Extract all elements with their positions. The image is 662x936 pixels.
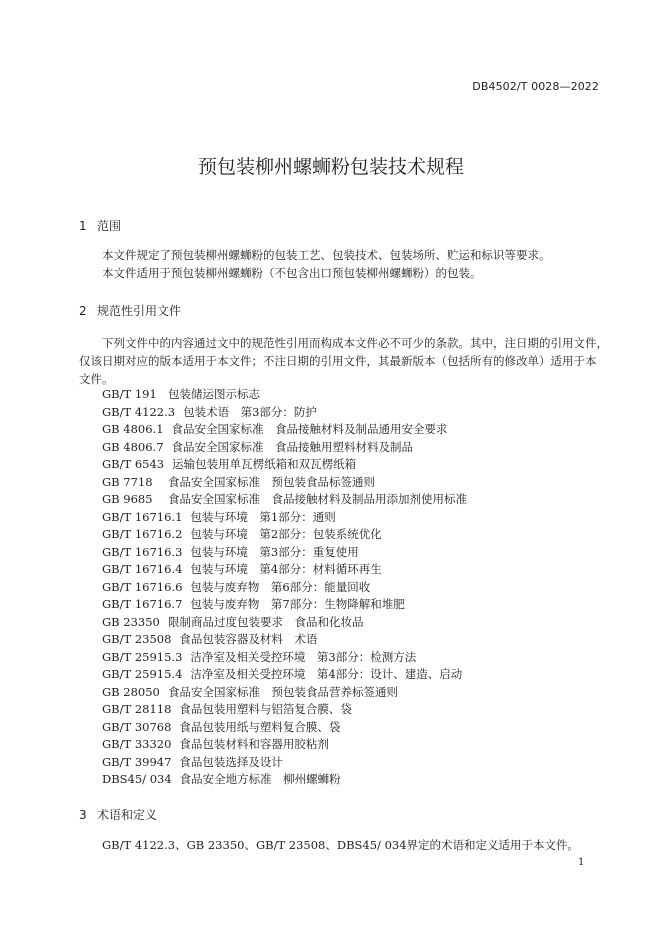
reference-item bbox=[102, 404, 467, 422]
reference-item bbox=[102, 666, 467, 684]
reference-code: GB/T 39947 bbox=[102, 754, 172, 769]
reference-code: GB/T 191 bbox=[102, 387, 157, 401]
reference-code: GB 4806.7 bbox=[102, 439, 164, 454]
section-title: 范围 bbox=[97, 219, 122, 233]
reference-title: 包装与废弃物 第6部分：能量回收 bbox=[190, 579, 371, 594]
reference-title: 食品安全地方标准 柳州螺蛳粉 bbox=[179, 772, 341, 786]
reference-title: 包装与环境 第3部分：重复使用 bbox=[190, 544, 359, 559]
reference-title: 包装与废弃物 第7部分：生物降解和堆肥 bbox=[190, 597, 405, 611]
section-heading-normative-references bbox=[79, 302, 181, 319]
reference-code: GB/T 25915.3 bbox=[102, 649, 183, 664]
reference-item bbox=[102, 491, 467, 509]
scope-paragraph-2: 本文件适用于预包装柳州螺蛳粉（不包含出口预包装柳州螺蛳粉）的包装。 bbox=[102, 266, 482, 280]
reference-item bbox=[102, 771, 467, 789]
document-title: 预包装柳州螺蛳粉包装技术规程 bbox=[197, 156, 464, 178]
reference-item bbox=[102, 509, 467, 527]
reference-code: GB 23350 bbox=[102, 614, 160, 629]
reference-item bbox=[102, 649, 467, 667]
reference-code: GB 7718 bbox=[102, 474, 153, 489]
reference-title: 食品安全国家标准 食品接触材料及制品用添加剂使用标准 bbox=[168, 492, 467, 506]
reference-item bbox=[102, 736, 467, 754]
reference-code: GB/T 16716.6 bbox=[102, 579, 183, 594]
reference-item bbox=[102, 684, 467, 702]
reference-item bbox=[102, 719, 467, 737]
reference-code: GB/T 23508 bbox=[102, 632, 172, 646]
reference-code: GB 28050 bbox=[102, 684, 160, 699]
reference-item bbox=[102, 596, 467, 614]
reference-title: 包装与环境 第4部分：材料循环再生 bbox=[190, 562, 382, 576]
reference-item bbox=[102, 386, 467, 404]
reference-code: GB/T 30768 bbox=[102, 719, 172, 734]
reference-title: 食品包装用塑料与铝箔复合膜、袋 bbox=[179, 702, 352, 716]
section-number: 1 bbox=[79, 219, 87, 233]
section-title: 规范性引用文件 bbox=[97, 304, 182, 318]
reference-title: 食品安全国家标准 预包装食品标签通则 bbox=[168, 474, 375, 489]
reference-title: 食品安全国家标准 食品接触用塑料材料及制品 bbox=[171, 439, 414, 454]
reference-item bbox=[102, 544, 467, 562]
document-code: DB4502/T 0028—2022 bbox=[472, 80, 599, 93]
reference-code: GB/T 6543 bbox=[102, 457, 165, 471]
reference-code: GB 9685 bbox=[102, 492, 153, 506]
reference-title: 食品包装容器及材料 术语 bbox=[179, 632, 318, 646]
reference-item bbox=[102, 526, 467, 544]
reference-item bbox=[102, 754, 467, 772]
reference-item bbox=[102, 631, 467, 649]
reference-code: GB/T 28118 bbox=[102, 702, 172, 716]
section-number: 2 bbox=[79, 304, 87, 318]
reference-code: GB/T 16716.4 bbox=[102, 562, 183, 576]
section-number: 3 bbox=[79, 808, 87, 822]
reference-item bbox=[102, 456, 467, 474]
reference-title: 食品安全国家标准 食品接触材料及制品通用安全要求 bbox=[171, 422, 448, 436]
reference-code: GB/T 16716.1 bbox=[102, 509, 183, 524]
reference-code: GB 4806.1 bbox=[102, 422, 164, 436]
reference-item bbox=[102, 561, 467, 579]
reference-code: DBS45/ 034 bbox=[102, 772, 172, 786]
reference-code: GB/T 4122.3 bbox=[102, 404, 176, 419]
scope-paragraph-1: 本文件规定了预包装柳州螺蛳粉的包装工艺、包装技术、包装场所、贮运和标识等要求。 bbox=[102, 248, 551, 262]
reference-code: GB/T 16716.3 bbox=[102, 544, 183, 559]
section-heading-scope bbox=[79, 217, 121, 234]
reference-title: 包装与环境 第1部分：通则 bbox=[190, 509, 336, 524]
reference-title: 限制商品过度包装要求 食品和化妆品 bbox=[168, 614, 364, 629]
reference-code: GB/T 16716.7 bbox=[102, 597, 183, 611]
reference-title: 食品包装材料和容器用胶粘剂 bbox=[179, 737, 329, 751]
reference-title: 包装储运图示标志 bbox=[168, 387, 260, 401]
reference-item bbox=[102, 614, 467, 632]
reference-code: GB/T 16716.2 bbox=[102, 527, 183, 541]
page-number: 1 bbox=[578, 857, 585, 868]
reference-item bbox=[102, 701, 467, 719]
terms-paragraph: GB/T 4122.3、GB 23350、GB/T 23508、DBS45/ 034界定的术语和定义适用于本文件。 bbox=[102, 838, 580, 852]
reference-title: 洁净室及相关受控环境 第4部分：设计、建造、启动 bbox=[190, 667, 463, 681]
reference-item bbox=[102, 474, 467, 492]
reference-code: GB/T 25915.4 bbox=[102, 667, 183, 681]
references-intro-line-2: 仅该日期对应的版本适用于本文件；不注日期的引用文件，其最新版本（包括所有的修改单）适用于本 bbox=[79, 354, 597, 368]
reference-item bbox=[102, 439, 467, 457]
reference-title: 食品包装选择及设计 bbox=[179, 754, 283, 769]
reference-title: 食品包装用纸与塑料复合膜、袋 bbox=[179, 719, 341, 734]
reference-title: 运输包装用单瓦楞纸箱和双瓦楞纸箱 bbox=[172, 457, 357, 471]
references-intro-line-3: 文件。 bbox=[79, 372, 114, 386]
reference-title: 包装与环境 第2部分：包装系统优化 bbox=[190, 527, 382, 541]
reference-code: GB/T 33320 bbox=[102, 737, 172, 751]
section-title: 术语和定义 bbox=[97, 808, 158, 822]
reference-item bbox=[102, 421, 467, 439]
reference-title: 洁净室及相关受控环境 第3部分：检测方法 bbox=[190, 649, 417, 664]
reference-list bbox=[102, 386, 467, 789]
references-intro-line-1: 下列文件中的内容通过文中的规范性引用而构成本文件必不可少的条款。其中，注日期的引用文件， bbox=[102, 336, 608, 350]
section-heading-terms-definitions bbox=[79, 806, 157, 823]
reference-title: 食品安全国家标准 预包装食品营养标签通则 bbox=[168, 684, 398, 699]
reference-item bbox=[102, 579, 467, 597]
reference-title: 包装术语 第3部分：防护 bbox=[183, 404, 317, 419]
